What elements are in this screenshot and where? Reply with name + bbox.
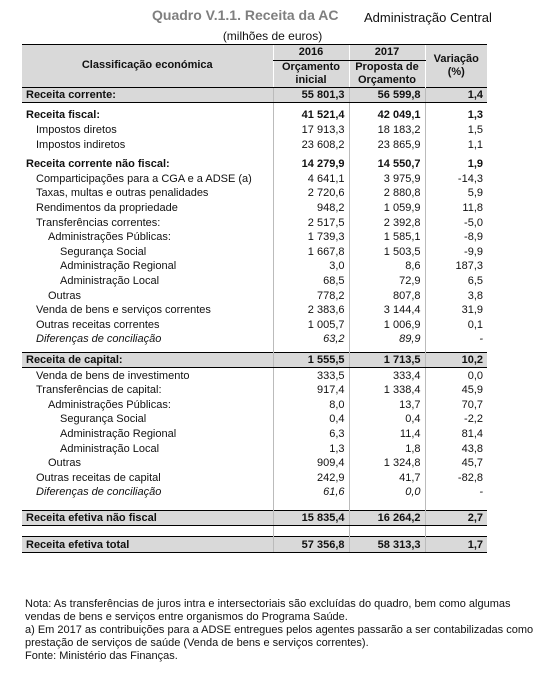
value-2016: 909,4 [273,456,349,471]
value-variation: 45,9 [425,383,487,398]
header-year-2016: 2016 [273,45,349,61]
value-2016: 2 720,6 [273,186,349,201]
value-variation: 10,2 [425,352,487,368]
table-body [22,87,487,552]
table-row [22,303,487,318]
value-variation: 0,1 [425,318,487,333]
value-variation: 3,8 [425,288,487,303]
value-2016: 4 641,1 [273,172,349,187]
notes [25,598,535,663]
table-row [22,485,487,500]
value-2016: 242,9 [273,470,349,485]
value-2017: 1 585,1 [349,230,425,245]
table-row [22,318,487,333]
header-year-2017: 2017 [349,45,425,61]
header-proposta-orcamento: Proposta de Orçamento [349,60,425,87]
value-2016: 6,3 [273,427,349,442]
table-row [22,288,487,303]
table-title: Quadro V.1.1. Receita da AC [152,7,339,23]
value-2017: 1 338,4 [349,383,425,398]
row-label: Segurança Social [60,245,147,258]
table-row [22,215,487,230]
note-text: Nota: As transferências de juros intra e intersectoriais são excluídas do quadro, bem como algumas vendas de bens e serviços entre organismos do Programa Saúde. [25,598,511,623]
value-2017: 1 503,5 [349,245,425,260]
header-variation: Variação (%) [425,45,487,88]
value-2017: 1 713,5 [349,352,425,368]
note-a-text: a) Em 2017 as contribuições para a ADSE entregues pelos agentes passarão a ser contabilizadas como prestação de serviços de saúde (Venda de bens e serviços correntes). [25,624,534,649]
row-label: Outras [48,289,82,302]
value-2017: 23 865,9 [349,137,425,152]
value-2016: 55 801,3 [273,87,349,103]
value-2016: 1,3 [273,441,349,456]
row-label: Outras [48,457,82,470]
value-variation: -14,3 [425,172,487,187]
value-2016: 63,2 [273,332,349,347]
row-label: Administração Local [60,442,160,455]
value-2017: 42 049,1 [349,108,425,123]
table-row [22,87,487,103]
value-variation: -8,9 [425,230,487,245]
value-2017: 807,8 [349,288,425,303]
table-row [22,172,487,187]
value-2016: 917,4 [273,383,349,398]
value-variation: 187,3 [425,259,487,274]
value-2016: 948,2 [273,201,349,216]
value-2017: 72,9 [349,274,425,289]
table-row [22,137,487,152]
value-2016: 778,2 [273,288,349,303]
value-2017: 0,4 [349,412,425,427]
title-line [0,6,545,26]
table-row [22,412,487,427]
row-label: Receita de capital: [22,352,273,368]
value-variation: 70,7 [425,397,487,412]
row-label: Receita efetiva total [22,537,273,553]
table-row [22,332,487,347]
row-label: Receita corrente: [22,87,273,103]
value-2016: 23 608,2 [273,137,349,152]
value-variation: 1,1 [425,137,487,152]
value-2016: 2 517,5 [273,215,349,230]
row-label: Rendimentos da propriedade [36,202,178,215]
table-row [22,427,487,442]
value-variation: - [425,485,487,500]
table-row [22,441,487,456]
row-label: Administrações Públicas: [48,231,171,244]
value-2017: 2 880,8 [349,186,425,201]
row-label: Administração Regional [60,427,177,440]
value-2017: 0,0 [349,485,425,500]
table-row [22,230,487,245]
value-2017: 58 313,3 [349,537,425,553]
table-row [22,510,487,526]
row-label: Administração Local [60,275,160,288]
value-2016: 15 835,4 [273,510,349,526]
value-variation: 1,4 [425,87,487,103]
value-2017: 56 599,8 [349,87,425,103]
value-variation: 11,8 [425,201,487,216]
value-2017: 1 006,9 [349,318,425,333]
table-row [22,123,487,138]
value-2016: 1 555,5 [273,352,349,368]
value-variation: -2,2 [425,412,487,427]
row-label: Outras receitas de capital [36,471,161,484]
value-2016: 8,0 [273,397,349,412]
row-label: Impostos diretos [36,124,117,137]
value-2017: 1 324,8 [349,456,425,471]
value-2016: 1 005,7 [273,318,349,333]
revenue-table [22,44,487,553]
value-2017: 2 392,8 [349,215,425,230]
row-label: Administrações Públicas: [48,398,171,411]
value-2017: 11,4 [349,427,425,442]
value-variation: 2,7 [425,510,487,526]
value-2016: 14 279,9 [273,157,349,172]
row-label: Receita corrente não fiscal: [26,158,170,171]
value-2017: 89,9 [349,332,425,347]
table-row [22,157,487,172]
header-orcamento-inicial: Orçamento inicial [273,60,349,87]
value-2017: 3 975,9 [349,172,425,187]
value-2017: 16 264,2 [349,510,425,526]
value-2016: 1 667,8 [273,245,349,260]
value-variation: 43,8 [425,441,487,456]
units-subtitle: (milhões de euros) [222,29,323,43]
value-2017: 1,8 [349,441,425,456]
value-2016: 57 356,8 [273,537,349,553]
row-label: Comparticipações para a CGA e a ADSE (a) [36,172,252,185]
value-variation: 81,4 [425,427,487,442]
table-row [22,245,487,260]
row-label: Segurança Social [60,413,147,426]
row-label: Receita fiscal: [26,109,100,122]
value-2017: 1 059,9 [349,201,425,216]
table-row [22,397,487,412]
value-variation: 6,5 [425,274,487,289]
value-2016: 1 739,3 [273,230,349,245]
value-variation: 0,0 [425,368,487,383]
row-label: Diferenças de conciliação [36,333,162,346]
row-label: Venda de bens e serviços correntes [36,304,211,317]
row-label: Transferências correntes: [36,216,161,229]
row-label: Outras receitas correntes [36,318,160,331]
value-2016: 17 913,3 [273,123,349,138]
value-variation: 5,9 [425,186,487,201]
row-label: Impostos indiretos [36,138,126,151]
value-2017: 333,4 [349,368,425,383]
row-label: Venda de bens de investimento [36,369,190,382]
row-label: Transferências de capital: [36,384,162,397]
value-variation: -9,9 [425,245,487,260]
value-2017: 41,7 [349,470,425,485]
table-row [22,368,487,383]
value-variation: 1,7 [425,537,487,553]
source-text: Fonte: Ministério das Finanças. [25,650,178,662]
value-variation: - [425,332,487,347]
value-variation: 45,7 [425,456,487,471]
value-variation: -5,0 [425,215,487,230]
table-row [22,259,487,274]
value-variation: 31,9 [425,303,487,318]
table-row [22,537,487,553]
table-row [22,456,487,471]
value-2016: 2 383,6 [273,303,349,318]
value-2016: 3,0 [273,259,349,274]
value-2017: 18 183,2 [349,123,425,138]
value-2017: 13,7 [349,397,425,412]
table-row [22,108,487,123]
table-row [22,201,487,216]
row-label: Receita efetiva não fiscal [22,510,273,526]
value-variation: 1,3 [425,108,487,123]
value-2016: 68,5 [273,274,349,289]
table-row [22,186,487,201]
table-row [22,470,487,485]
value-2016: 41 521,4 [273,108,349,123]
row-label: Diferenças de conciliação [36,486,162,499]
value-variation: 1,5 [425,123,487,138]
value-2016: 0,4 [273,412,349,427]
value-variation: -82,8 [425,470,487,485]
table-row [22,352,487,368]
organization-label: Administração Central [364,10,492,25]
value-2017: 3 144,4 [349,303,425,318]
row-label: Taxas, multas e outras penalidades [36,187,209,200]
value-2016: 333,5 [273,368,349,383]
value-2016: 61,6 [273,485,349,500]
value-2017: 14 550,7 [349,157,425,172]
header-classification: Classificação económica [22,45,273,88]
value-2017: 8,6 [349,259,425,274]
table-row [22,383,487,398]
table-row [22,274,487,289]
value-variation: 1,9 [425,157,487,172]
row-label: Administração Regional [60,260,177,273]
